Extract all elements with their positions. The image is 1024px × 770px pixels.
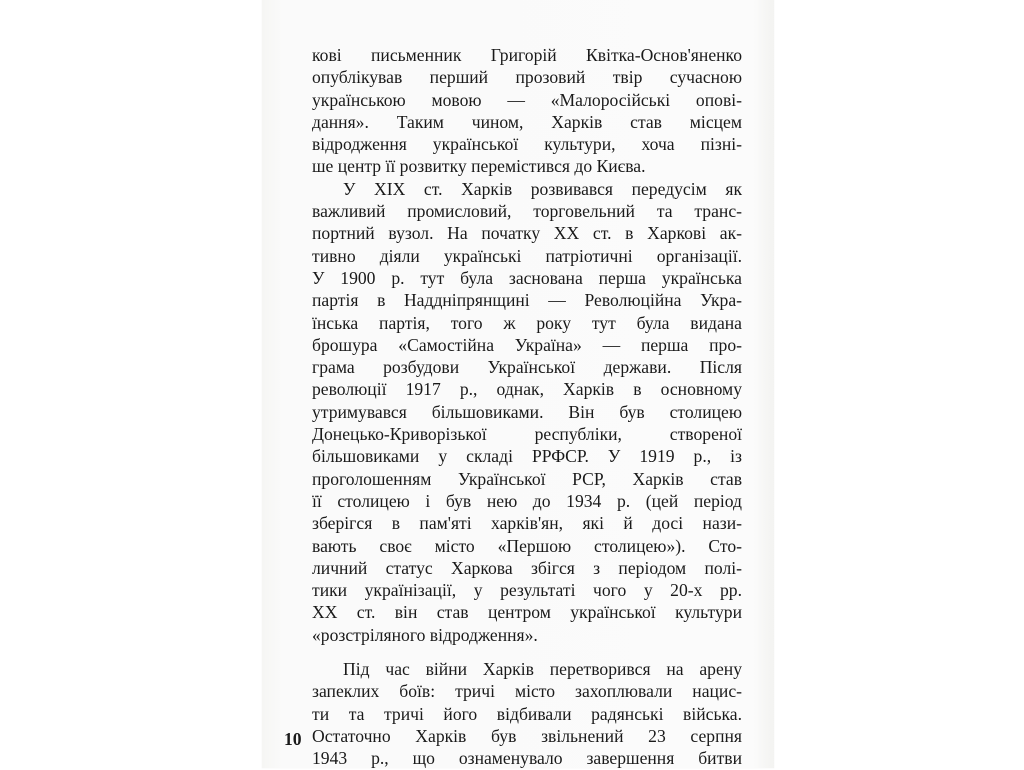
text-line: проголошенням Української РСР, Харків став [312,468,742,489]
text-line: партія в Наддніпрянщині — Революційна Укра- [312,290,742,311]
text-line: тики українізації, у результаті чого у 20-х рр. [312,580,742,601]
text-line: XX ст. він став центром української культури [312,602,742,623]
paragraph [312,178,742,646]
text-line: їнська партія, того ж року тут була видана [312,312,742,333]
text-line: українською мовою — «Малоросійські опові- [312,89,742,110]
text-line: утримувався більшовиками. Він був столицею [312,401,742,422]
text-line: зберігся в пам'яті харків'ян, які й досі нази- [312,513,742,534]
text-line: ше центр її розвитку перемістився до Києва. [312,156,646,177]
paragraph-gap [312,646,742,658]
text-line: Донецько-Криворізької республіки, створеної [312,424,742,445]
text-line: личний статус Харкова збігся з періодом полі- [312,557,742,578]
text-line: У XIX ст. Харків розвивався передусім як [343,178,742,199]
text-line: «розстріляного відродження». [312,624,538,645]
text-line: кові письменник Григорій Квітка-Основ'яненко [312,45,742,65]
text-line: тивно діяли українські патріотичні організації. [312,245,742,266]
text-line: вають своє місто «Першою столицею»). Сто- [312,535,742,556]
text-line: більшовиками у складі РРФСР. У 1919 р., із [312,446,742,467]
text-line: Остаточно Харків був звільнений 23 серпня [312,725,742,746]
text-line: ти та тричі його відбивали радянські війська. [312,703,742,724]
text-line: опублікував перший прозовий твір сучасною [312,67,742,88]
text-line: важливий промисловий, торговельний та транс- [312,201,742,222]
text-line: запеклих боїв: тричі місто захоплювали нацис- [312,681,742,702]
paragraph [312,44,742,178]
text-line: портний вузол. На початку XX ст. в Харкові ак- [312,223,742,244]
text-column [312,44,742,770]
text-line: Під час війни Харків перетворився на арену [343,659,742,680]
text-line: революції 1917 р., однак, Харків в основному [312,379,742,400]
text-line: грама розбудови Української держави. Після [312,357,742,378]
text-line: У 1900 р. тут була заснована перша українська [312,267,742,288]
text-line: її столицею і був нею до 1934 р. (цей період [312,490,742,511]
text-line: брошура «Самостійна Україна» — перша про- [312,334,742,355]
text-line: 1943 р., що ознаменувало завершення битви [312,748,742,769]
page-number: 10 [284,729,302,749]
paragraph [312,658,742,769]
text-line: відродження української культури, хоча пізні- [312,134,742,155]
text-line: дання». Таким чином, Харків став місцем [312,111,742,132]
